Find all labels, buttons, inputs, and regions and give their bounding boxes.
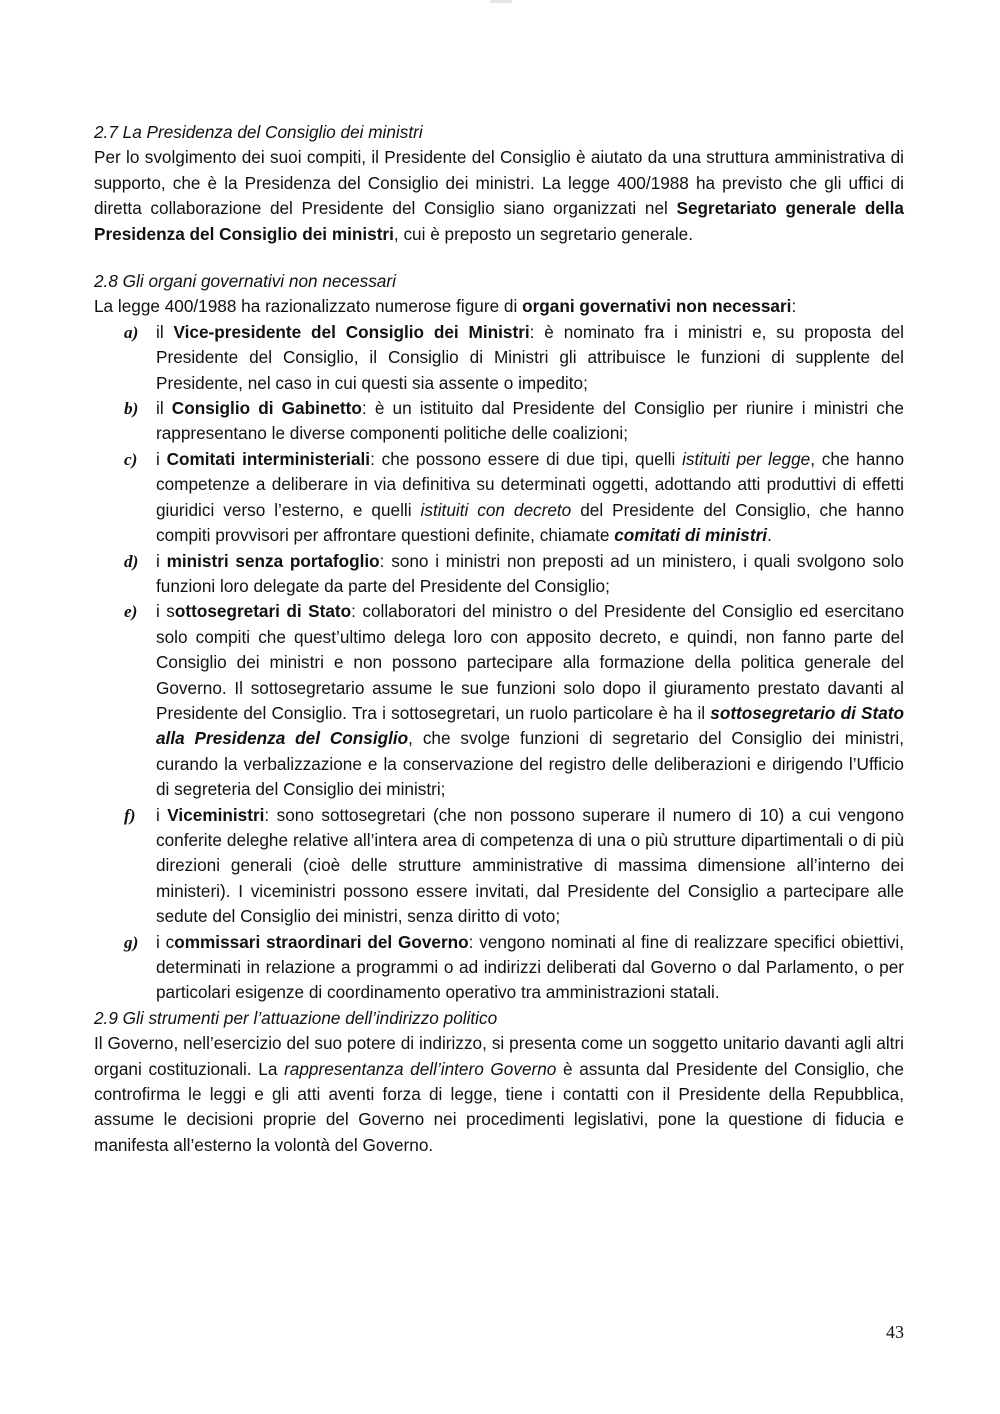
bold-term: Comitati interministeriali xyxy=(166,448,371,469)
list-marker: c) xyxy=(124,449,138,469)
text-run: . xyxy=(767,525,772,546)
text-run: , che svolge funzioni di segretario del Consiglio dei ministri, curando la verbalizzazione e la conservazione del registro delle deliberazioni e dirigendo l’Ufficio di segreteria del Consiglio dei ministri; xyxy=(156,728,905,800)
text-run: : che possono essere di due tipi, quelli xyxy=(370,448,683,469)
text-run: Per lo svolgimento dei suoi compiti, il Presidente del Consiglio è aiutato da una struttura amministrativa di supporto, che è la Presidenza del Consiglio dei ministri. La legge 400/1988 ha previsto che gli uffici di diretta collaborazione del Presidente del Consiglio siano organizzati nel xyxy=(94,147,904,219)
paragraph-presidenza xyxy=(94,145,904,247)
list-item-g xyxy=(94,930,904,1006)
list-marker: e) xyxy=(124,602,138,622)
spacer xyxy=(94,247,904,269)
italic-term: istituiti per legge xyxy=(682,448,811,469)
text-run: i c xyxy=(156,931,175,952)
text-run: La legge 400/1988 ha razionalizzato numerose figure di xyxy=(94,296,523,317)
text-run: : sono sottosegretari (che non possono superare il numero di 10) a cui vengono conferite deleghe relative all’intera area di competenza di una o più strutture dipartimentali o di più direzioni generali (cioè delle strutture amministrative di massima dimensione all’interno dei ministeri). I viceministri possono essere invitati, dal Presidente del Consiglio a partecipare alle sedute del Consiglio dei ministri, senza diritto di voto; xyxy=(156,804,905,927)
list-marker: d) xyxy=(124,551,139,571)
section-heading-2-8: 2.8 Gli organi governativi non necessari xyxy=(94,271,396,292)
bold-italic-term: comitati di ministri xyxy=(614,525,768,546)
text-run: i s xyxy=(156,601,175,622)
list-marker: a) xyxy=(124,322,139,342)
text-run: : è nominato fra i ministri e, su proposta del Presidente del Consiglio, il Consiglio di Ministri gli attribuisce le funzioni di supplente del Presidente, nel caso in cui questi sia assente o impedito; xyxy=(156,321,904,393)
text-run: , che hanno competenze a deliberare in via definitiva su determinati oggetti, adottando atti produttivi di effetti giuridici verso l’esterno, e quelli xyxy=(156,448,904,520)
text-run: Il Governo, nell’esercizio del suo potere di indirizzo, si presenta come un soggetto unitario davanti agli altri organi costituzionali. La xyxy=(94,1033,904,1079)
bold-term: ottosegretari di Stato xyxy=(174,601,352,622)
page-number: 43 xyxy=(886,1322,904,1342)
bold-term: ministri senza portafoglio xyxy=(166,550,380,571)
text-run: : vengono nominati al fine di realizzare specifici obiettivi, determinati in relazione a programmi o ad indirizzi deliberati dal Governo o dal Parlamento, o per particolari esigenze di coordinamento operativo tra amministrazioni statali. xyxy=(156,931,905,1003)
list-item-a xyxy=(94,320,904,396)
text-run: , cui è preposto un segretario generale. xyxy=(393,223,693,244)
italic-term: istituiti con decreto xyxy=(420,499,572,520)
text-run: i xyxy=(156,804,168,825)
bold-italic-term: sottosegretario di Stato alla Presidenza del Consiglio xyxy=(156,702,904,749)
text-run: il xyxy=(156,321,174,342)
text-run: il xyxy=(156,398,172,419)
text-run: i xyxy=(156,448,167,469)
paragraph-strumenti xyxy=(94,1031,904,1158)
list-item-f xyxy=(94,803,904,930)
text-run: del Presidente del Consiglio, che hanno compiti provvisori per affrontare questioni definite, chiamate xyxy=(156,499,905,546)
header-mark xyxy=(490,0,512,3)
section-heading-2-7: 2.7 La Presidenza del Consiglio dei ministri xyxy=(94,122,423,142)
document-body xyxy=(94,120,904,1158)
text-run: : sono i ministri non preposti ad un ministero, i quali svolgono solo funzioni loro delegate da parte del Presidente del Consiglio; xyxy=(156,550,904,596)
list-item-d xyxy=(94,549,904,600)
text-run: : collaboratori del ministro o del Presidente del Consiglio ed esercitano solo compiti che quest’ultimo delega loro con apposito decreto, e quindi, non fanno parte del Consiglio dei ministri e non possono partecipare alla formazione della politica generale del Governo. Il sottosegretario assume le sue funzioni solo dopo il giuramento prestato davanti al Presidente del Consiglio. Tra i sottosegretari, un ruolo particolare è ha il xyxy=(156,601,905,723)
bold-term: ommissari straordinari del Governo xyxy=(174,931,469,952)
list-marker: b) xyxy=(124,399,139,419)
paragraph-organi-intro xyxy=(94,294,904,319)
list-marker: f) xyxy=(124,805,136,825)
section-heading-2-9: 2.9 Gli strumenti per l’attuazione dell’indirizzo politico xyxy=(94,1007,498,1028)
text-run: : xyxy=(791,296,797,317)
bold-term: Vice-presidente del Consiglio dei Ministri xyxy=(173,321,530,342)
italic-term: rappresentanza dell’intero Governo xyxy=(284,1058,557,1079)
list-item-e xyxy=(94,599,904,802)
text-run: i xyxy=(156,550,167,571)
bold-term: organi governativi non necessari xyxy=(522,296,792,317)
bold-term: Consiglio di Gabinetto xyxy=(171,398,362,419)
bold-term: Segretariato generale della Presidenza del Consiglio dei ministri xyxy=(94,198,904,244)
list-item-b xyxy=(94,396,904,447)
list-marker: g) xyxy=(124,932,139,952)
text-run: : è un istituito dal Presidente del Consiglio per riunire i ministri che rappresentano le diverse componenti politiche delle coalizioni; xyxy=(156,398,904,444)
bold-term: Viceministri xyxy=(167,804,265,825)
list-item-c xyxy=(94,447,904,549)
text-run: è assunta dal Presidente del Consiglio, che controfirma le leggi e gli atti aventi forza di legge, tiene i contatti con il Presidente della Repubblica, assume le decisioni proprie del Governo nei procedimenti legislativi, pone la questione di fiducia e manifesta all’esterno la volontà del Governo. xyxy=(94,1058,904,1155)
organi-list xyxy=(94,320,904,1006)
